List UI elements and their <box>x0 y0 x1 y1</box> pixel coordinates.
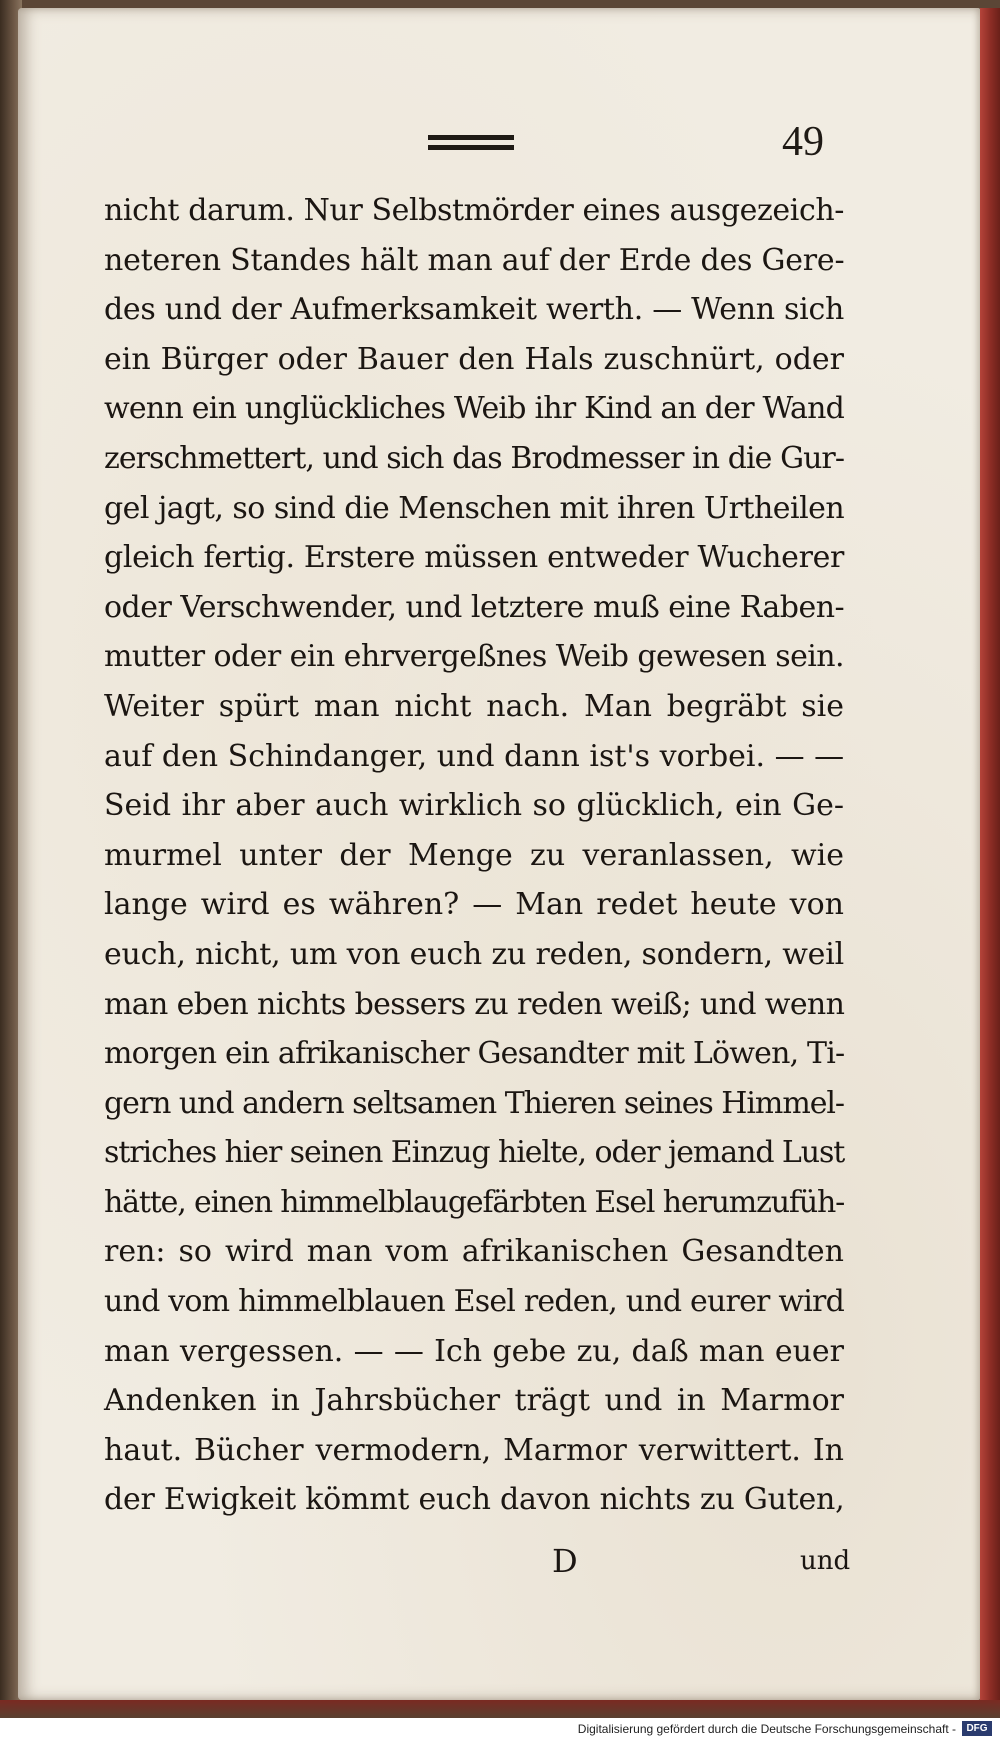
text-line: zerschmettert, und sich das Brodmesser in die Gur- <box>104 440 844 476</box>
dfg-logo: DFG <box>962 1721 992 1736</box>
book-bottom-edge <box>0 1700 1000 1718</box>
text-line: gleich fertig. Erstere müssen entweder Wucherer <box>104 540 844 576</box>
page-red-edge <box>980 8 1000 1700</box>
text-line: des und der Aufmerksamkeit werth. — Wenn sich <box>104 292 844 328</box>
header-rule <box>428 135 514 155</box>
text-line: murmel unter der Menge zu veranlassen, wie <box>104 837 844 873</box>
text-line: ren: so wird man vom afrikanischen Gesandten <box>104 1234 844 1270</box>
body-text <box>104 186 844 1525</box>
text-line: nicht darum. Nur Selbstmörder eines ausgezeich- <box>104 193 844 228</box>
text-line: euch, nicht, um von euch zu reden, sondern, weil <box>104 936 844 972</box>
text-line: gern und andern seltsamen Thieren seines Himmel- <box>104 1085 844 1121</box>
text-line: man eben nichts bessers zu reden weiß; und wenn <box>104 986 845 1022</box>
header-rule-bar <box>428 145 514 150</box>
footer-credit: Digitalisierung gefördert durch die Deutsche Forschungsgemeinschaft - <box>577 1722 956 1736</box>
text-line: haut. Bücher vermodern, Marmor verwittert. In <box>104 1432 844 1468</box>
text-line: mutter oder ein ehrvergeßnes Weib gewesen sein. <box>104 639 844 675</box>
text-line: man vergessen. — — Ich gebe zu, daß man euer <box>104 1333 844 1369</box>
text-line: lange wird es währen? — Man redet heute von <box>104 887 844 923</box>
text-line: neteren Standes hält man auf der Erde des Gere- <box>104 242 845 278</box>
text-line: striches hier seinen Einzug hielte, oder jemand Lust <box>104 1135 845 1171</box>
digitization-footer <box>0 1718 1000 1741</box>
text-line: Weiter spürt man nicht nach. Man begräbt sie <box>104 688 844 724</box>
signature-mark: D <box>552 1542 578 1580</box>
catchword: und <box>800 1546 851 1576</box>
page-number: 49 <box>782 119 824 165</box>
text-line: oder Verschwender, und letztere muß eine Raben- <box>104 589 845 625</box>
text-line: und vom himmelblauen Esel reden, und eurer wird <box>104 1284 845 1320</box>
header-rule-bar <box>428 135 514 140</box>
text-line: hätte, einen himmelblaugefärbten Esel herumzufüh- <box>104 1184 845 1220</box>
text-line: gel jagt, so sind die Menschen mit ihren Urtheilen <box>104 490 845 526</box>
text-line: ein Bürger oder Bauer den Hals zuschnürt, oder <box>104 341 844 377</box>
text-line: der Ewigkeit kömmt euch davon nichts zu Guten, <box>104 1482 845 1518</box>
text-line: Andenken in Jahrsbücher trägt und in Marmor <box>104 1383 844 1419</box>
text-line: auf den Schindanger, und dann ist's vorbei. — — <box>104 738 845 774</box>
text-line: morgen ein afrikanischer Gesandter mit Löwen, Ti- <box>104 1036 845 1072</box>
text-line: Seid ihr aber auch wirklich so glücklich, ein Ge- <box>104 788 844 824</box>
text-line: wenn ein unglückliches Weib ihr Kind an der Wand <box>104 391 845 427</box>
